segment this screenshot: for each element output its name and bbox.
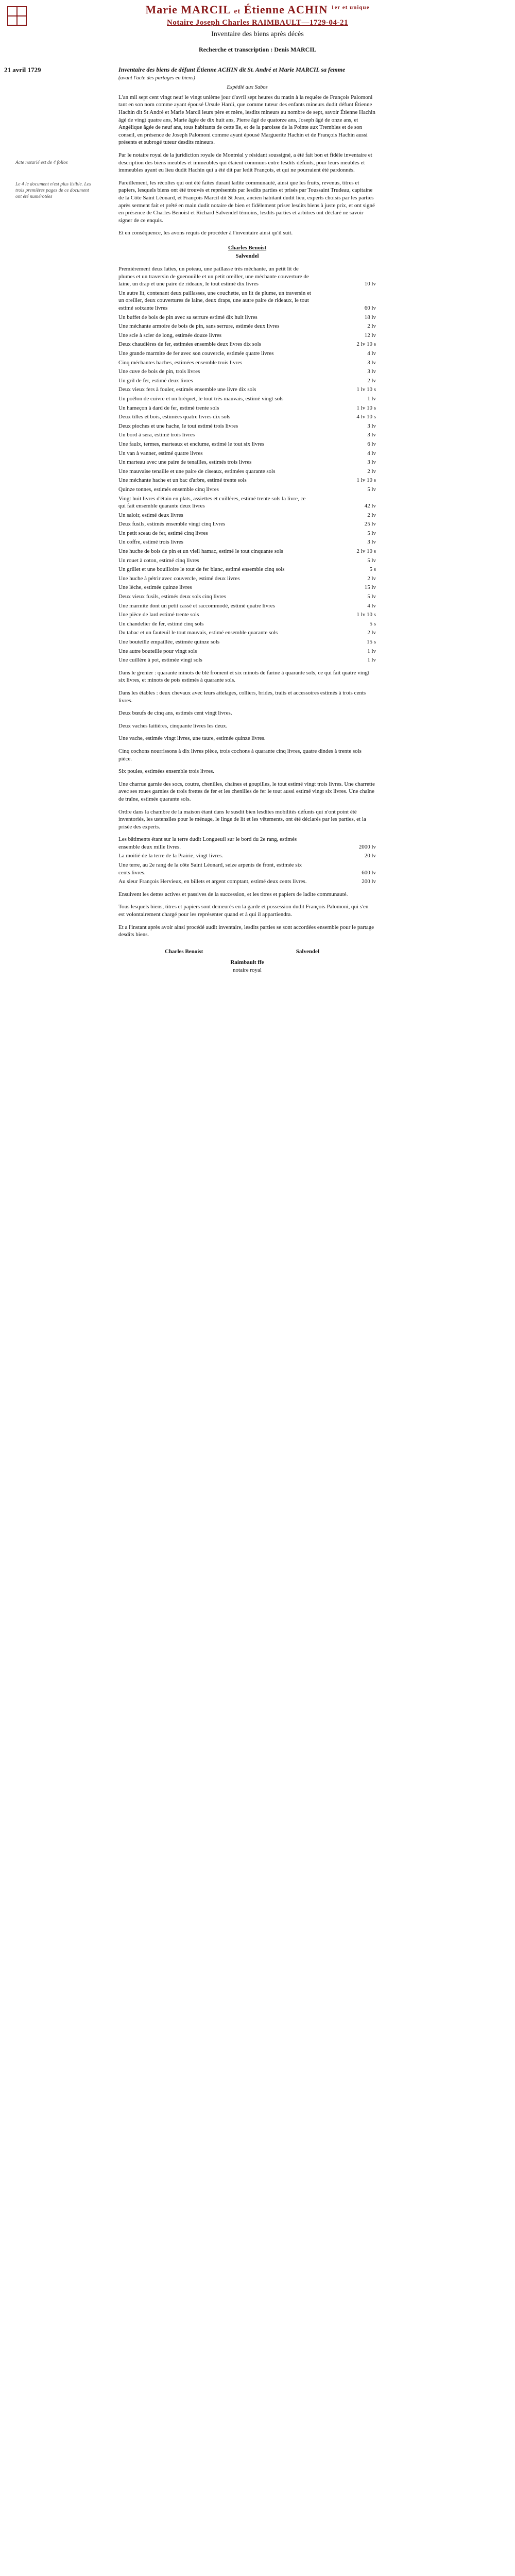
item-text: Deux vieux fusils, estimés deux sols cinq livres <box>118 594 226 600</box>
item-text: Une scie à scier de long, estimée douze livres <box>118 332 222 338</box>
item-amount: 2 lv 10 s <box>356 548 376 555</box>
item-amount: 5 lv <box>367 594 376 600</box>
inventory-item <box>118 450 376 457</box>
inventory-item <box>118 477 376 484</box>
inventory-item <box>118 512 376 519</box>
item-amount: 2 lv <box>367 630 376 636</box>
item-text: Un buffet de bois de pin avec sa serrure estimé dix huit livres <box>118 314 258 320</box>
inventory-item <box>118 413 376 421</box>
inventory-item <box>118 495 376 510</box>
item-amount: 3 lv <box>367 422 376 429</box>
inventory-item <box>118 593 376 601</box>
inventory-item <box>118 648 376 655</box>
item-amount: 2 lv <box>367 468 376 474</box>
item-text: Premièrement deux lattes, un poteau, une paillasse très méchante, un petit lit de plumes et un traversin de guenouille et un petit oreiller, une méchante couverture de laine, un drap et une paire de rideaux, le tout estimé dix livres <box>118 266 309 287</box>
inventory-item <box>118 314 376 321</box>
signature-left: Charles Benoist <box>165 948 203 955</box>
item-text: Une huche à pétrir avec couvercle, estimé deux livres <box>118 575 240 582</box>
item-text: Deux vieux fers à fouler, estimés ensemble une livre dix sols <box>118 386 256 393</box>
inventory-items <box>118 265 376 664</box>
item-amount: 5 lv <box>367 530 376 536</box>
inventory-item <box>118 520 376 528</box>
intro-title: Inventaire des biens de défunt Étienne ACHIN dit St. André et Marie MARCIL sa femme <box>118 66 346 73</box>
signature-block <box>118 948 376 974</box>
item-amount: 42 lv <box>364 503 376 510</box>
margin-note-1: Acte notarié est de 4 folios <box>15 160 68 165</box>
item-amount: 1 lv <box>367 648 376 654</box>
item-text: Un petit sceau de fer, estimé cinq livres <box>118 530 208 536</box>
item-amount: 4 lv <box>367 450 376 456</box>
inventory-item <box>118 422 376 430</box>
item-text: Une pièce de lard estimé trente sols <box>118 612 199 618</box>
notary-line <box>0 19 515 27</box>
inventory-item <box>118 386 376 394</box>
paragraph: Pareillement, les récoltes qui ont été faites durant ladite communauté, ainsi que les fruits, revenus, titres et papiers, lesquels biens ont été trouvés et représentés par lesdits parties et prisés par Toussaint Trudeau, capitaine de la Côte Saint Léonard, et François Marcil dit St Jean, ancien habitant dudit lieu, experts choisis par les parties après serment fait et prêté en main dudit notaire de bien et fidèlement priser lesdits biens à juste prix, et ont signé en présence de Charles Benoist et Richard Salvendel témoins, lesdits parties et arbitres ont déclaré ne savoir signer de ce enquis. <box>118 179 375 224</box>
item-amount: 4 lv <box>367 602 376 609</box>
item-amount: 5 lv <box>367 557 376 564</box>
inventory-item <box>118 611 376 619</box>
item-text: Cinq méchantes haches, estimées ensemble trois livres <box>118 359 243 366</box>
item-text: La moitié de la terre de la Prairie, vingt livres. <box>118 853 224 859</box>
paragraph: Deux bœufs de cinq ans, estimés cent vingt livres. <box>118 710 232 717</box>
item-amount: 3 lv <box>367 539 376 546</box>
item-amount: 15 s <box>366 639 376 645</box>
item-amount: 5 s <box>369 566 376 573</box>
inventory-item <box>118 332 376 340</box>
item-amount: 15 lv <box>364 584 376 591</box>
inventory-item <box>118 557 376 565</box>
item-amount: 2 lv <box>367 512 376 518</box>
item-text: Une bouteille empaillée, estimée quinze sols <box>118 639 220 645</box>
paragraph: Tous lesquels biens, titres et papiers sont demeurés en la garde et possession dudit François Palomoni, qui s'en est volontairement chargé pour les représenter quand et à qui il appartiendra. <box>118 904 369 918</box>
item-amount: 3 lv <box>367 368 376 375</box>
inventory-item <box>118 538 376 546</box>
inventory-item <box>118 404 376 412</box>
item-text: Une autre bouteille pour vingt sols <box>118 648 197 654</box>
item-text: Un chandelier de fer, estimé cinq sols <box>118 620 204 627</box>
paragraph: Cinq cochons nourrissons à dix livres pièce, trois cochons à quarante cinq livres, quatre dindes à trente sols pièce. <box>118 748 362 762</box>
margin-note-2: Le 4 le document n'est plus lisible. Les trois premières pages de ce document ont été numérotées <box>15 182 91 199</box>
item-text: Deux fusils, estimés ensemble vingt cinq livres <box>118 521 226 528</box>
title-et: et <box>234 8 241 15</box>
item-amount: 60 lv <box>364 305 376 312</box>
title-suffix: 1er et unique <box>331 4 370 11</box>
item-text: Une huche de bois de pin et un vieil hamac, estimé le tout cinquante sols <box>118 548 283 555</box>
paragraph: L'an mil sept cent vingt neuf le vingt unième jour d'avril sept heures du matin à la requête de François Palomoni tant en son nom comme ayant épousé Ursule Hardi, que comme tuteur des enfants mineurs dudit défunt Étienne Hachin dit St André et Marie Marcil leurs père et mère, lesdits mineurs au nombre de sept, savoir Étienne Hachin âgé de vingt quatre ans, Marie âgée de dix huit ans, Pierre âgé de quatorze ans, Joseph âgé de onze ans, et Angélique âgée de neuf ans, tous habitants de cette île, et de la paroisse de la Pointe aux Trembles et de son conseil, en présence de Joseph Palomoni comme ayant épousé Marguerite Hachin et de François Hachin aussi présents et subrogé tuteur desdits mineurs. <box>118 94 375 146</box>
inventory-item <box>118 836 376 851</box>
item-amount: 2 lv <box>367 377 376 384</box>
item-amount: 3 lv <box>367 432 376 438</box>
item-amount: 5 s <box>369 620 376 627</box>
inventory-item <box>118 584 376 591</box>
item-amount: 4 lv <box>367 350 376 357</box>
item-amount: 2 lv <box>367 575 376 582</box>
notary-date: —1729-04-21 <box>301 19 348 27</box>
item-amount: 1 lv <box>367 657 376 664</box>
item-amount: 2 lv <box>367 323 376 330</box>
subtitle: Inventaire des biens après décès <box>211 30 304 38</box>
inventory-item <box>118 341 376 348</box>
paragraph: Ensuivent les dettes actives et passives de la succession, et les titres et papiers de ladite communauté. <box>118 891 348 897</box>
item-amount: 200 lv <box>362 878 376 885</box>
item-amount: 6 lv <box>367 440 376 447</box>
inventory-item <box>118 629 376 637</box>
paragraph: Ordre dans la chambre de la maison étant dans le susdit bien lesdites mobilités défunts qui n'ont point été inventoriés, les ustensiles pour le ménage, le linge de lit et les vêtements, ont été déclarés par les parties, et la prisée des experts. <box>118 808 366 830</box>
item-amount: 20 lv <box>364 853 376 859</box>
item-text: Une lèche, estimée quinze livres <box>118 584 192 591</box>
inventory-item <box>118 265 376 288</box>
paragraph: Par le notaire royal de la juridiction royale de Montréal y résidant soussigné, a été fait bon et fidèle inventaire et description des biens meubles et immeubles qui étaient communs entre lesdits défunts, pour leurs meubles et immeubles ayant eu lieu dudit Hachin qui a été dit par ledit François, et qui ne pourraient été pardonnés. <box>118 151 372 174</box>
item-amount: 4 lv 10 s <box>356 414 376 420</box>
paragraph: Et en conséquence, les avons requis de procéder à l'inventaire ainsi qu'il suit. <box>118 230 293 236</box>
item-amount: 1 lv <box>367 395 376 402</box>
title <box>0 3 515 16</box>
inventory-item <box>118 440 376 448</box>
item-text: Une cuillère à pot, estimée vingt sols <box>118 657 202 664</box>
signature-right: Salvendel <box>296 948 319 955</box>
item-text: Un autre lit, contenant deux paillasses, une couchette, un lit de plume, un traversin et un oreiller, deux couvertures de laine, deux draps, une autre paire de rideaux, le tout estimé soixante livres <box>118 290 311 312</box>
item-amount: 10 lv <box>364 281 376 287</box>
item-text: Un coffre, estimé trois livres <box>118 539 183 546</box>
item-text: Une grande marmite de fer avec son couvercle, estimée quatre livres <box>118 350 274 357</box>
inventory-item <box>118 656 376 664</box>
item-amount: 1 lv 10 s <box>356 386 376 393</box>
item-text: Un bord à sera, estimé trois livres <box>118 432 195 438</box>
paragraph: Une charrue garnie des socs, coutre, chenilles, chaînes et goupilles, le tout estimé vingt trois livres. Une charrette avec ses roues garnies de trois frettes de fer et les chenilles de fer le tout aussi estimé vingt six livres. Une chaîne de traîne, estimée quarante sols. <box>118 781 375 802</box>
inventory-item <box>118 323 376 330</box>
title-first: Marie MARCIL <box>145 3 231 16</box>
item-amount: 18 lv <box>364 314 376 320</box>
item-amount: 1 lv 10 s <box>356 404 376 411</box>
item-amount: 1 lv 10 s <box>356 477 376 484</box>
inventory-item <box>118 566 376 573</box>
after-paragraphs <box>118 669 376 831</box>
paragraph: Une vache, estimée vingt livres, une taure, estimée quinze livres. <box>118 735 266 742</box>
intro-paragraphs <box>118 94 376 237</box>
item-text: Un gril de fer, estimé deux livres <box>118 377 193 384</box>
inventory-item <box>118 350 376 358</box>
inventory-item <box>118 377 376 385</box>
paragraph: Deux vaches laitières, cinquante livres les deux. <box>118 722 228 729</box>
signature-closing: notaire royal <box>233 967 262 973</box>
item-text: Une méchante armoire de bois de pin, sans serrure, estimée deux livres <box>118 323 280 330</box>
item-text: Un grillet et une bouilloire le tout de fer blanc, estimé ensemble cinq sols <box>118 566 285 573</box>
signature-notary: Raimbault ffe <box>230 959 264 965</box>
inventory-item <box>118 638 376 646</box>
inventory-item <box>118 486 376 494</box>
inventory-item <box>118 368 376 376</box>
inventory-item <box>118 431 376 439</box>
item-text: Une mauvaise tenaille et une paire de ciseaux, estimées quarante sols <box>118 468 276 474</box>
item-text: Une faulx, termes, marteaux et enclume, estimé le tout six livres <box>118 440 265 447</box>
item-amount: 1 lv 10 s <box>356 612 376 618</box>
date-column: 21 avril 1729 <box>4 66 41 74</box>
paragraph: Dans le grenier : quarante minots de blé froment et six minots de farine à quarante sols, ce qui fait quatre vingt six livres, et minots de pois estimés à quarante sols. <box>118 669 369 684</box>
inventory-item <box>118 395 376 403</box>
intro-subtitle: (avant l'acte des partages en biens) <box>118 75 195 81</box>
intro-dated: Expédié aux Sabos <box>227 84 268 91</box>
item-amount: 3 lv <box>367 459 376 466</box>
item-text: Au sieur François Hervieux, en billets et argent comptant, estimé deux cents livres. <box>118 878 307 885</box>
item-text: Les bâtiments étant sur la terre dudit Longueuil sur le bord du 2e rang, estimés ensemble deux mille livres. <box>118 836 297 850</box>
item-text: Un saloir, estimé deux livres <box>118 512 183 518</box>
item-amount: 2000 lv <box>358 843 376 850</box>
item-amount: 3 lv <box>367 359 376 366</box>
item-amount: 5 lv <box>367 486 376 493</box>
inventory-item <box>118 548 376 555</box>
inventory-item <box>118 602 376 610</box>
witness-heading-right: Salvendel <box>235 253 259 260</box>
item-amount: 12 lv <box>364 332 376 338</box>
paragraph: Six poules, estimées ensemble trois livres. <box>118 768 215 775</box>
item-text: Un poêlon de cuivre et un bréquet, le tout très mauvais, estimé vingt sols <box>118 395 284 402</box>
item-text: Un van à vanner, estimé quatre livres <box>118 450 203 456</box>
item-text: Quinze tonnes, estimés ensemble cinq livres <box>118 486 219 493</box>
item-text: Vingt huit livres d'étain en plats, assiettes et cuillères, estimé trente sols la livre, ce qui fait ensemble quarante deux livres <box>118 495 306 510</box>
header <box>0 3 515 54</box>
item-text: Un rouet à coton, estimé cinq livres <box>118 557 199 564</box>
item-text: Une cuve de bois de pin, trois livres <box>118 368 200 375</box>
paragraph: Et a l'instant après avoir ainsi procédé audit inventaire, lesdits parties se sont accordées ensemble pour le partage desdits biens. <box>118 924 374 938</box>
main-body <box>118 66 376 974</box>
item-amount: 25 lv <box>364 521 376 528</box>
inventory-item <box>118 468 376 476</box>
item-text: Une méchante hache et un bac d'arbre, estimé trente sols <box>118 477 247 484</box>
notary-name: Notaire Joseph Charles RAIMBAULT <box>167 19 302 27</box>
inventory-item <box>118 359 376 367</box>
research-credit: Recherche et transcription : Denis MARCIL <box>198 46 317 53</box>
totals-list <box>118 836 376 886</box>
inventory-item <box>118 575 376 583</box>
item-text: Deux tilles et bois, estimées quatre livres dix sols <box>118 414 231 420</box>
end-paragraphs <box>118 891 376 939</box>
witness-heading-left: Charles Benoist <box>228 244 267 251</box>
item-text: Un marteau avec une paire de tenailles, estimés trois livres <box>118 459 252 466</box>
item-text: Un hameçon à dard de fer, estimé trente sols <box>118 404 219 411</box>
item-text: Une terre, au 2e rang de la côte Saint Léonard, seize arpents de front, estimée six cents livres. <box>118 862 302 876</box>
item-text: Une marmite dont un petit cassé et raccommodé, estimé quatre livres <box>118 602 275 609</box>
signature-names <box>165 948 319 956</box>
paragraph: Dans les étables : deux chevaux avec leurs attelages, colliers, brides, traits et accessoires estimés à trois cents livres. <box>118 689 366 704</box>
inventory-item <box>118 861 376 876</box>
item-amount: 2 lv 10 s <box>356 341 376 348</box>
inventory-item <box>118 852 376 860</box>
inventory-item <box>118 459 376 466</box>
title-second: Étienne ACHIN <box>244 3 328 16</box>
item-text: Deux chaudières de fer, estimées ensemble deux livres dix sols <box>118 341 261 348</box>
inventory-item <box>118 290 376 312</box>
item-text: Deux pioches et une hache, le tout estimé trois livres <box>118 422 238 429</box>
item-text: Du tabac et un fauteuil le tout mauvais, estimé ensemble quarante sols <box>118 630 278 636</box>
inventory-item <box>118 620 376 628</box>
inventory-item <box>118 878 376 886</box>
item-amount: 600 lv <box>362 869 376 876</box>
inventory-item <box>118 530 376 537</box>
